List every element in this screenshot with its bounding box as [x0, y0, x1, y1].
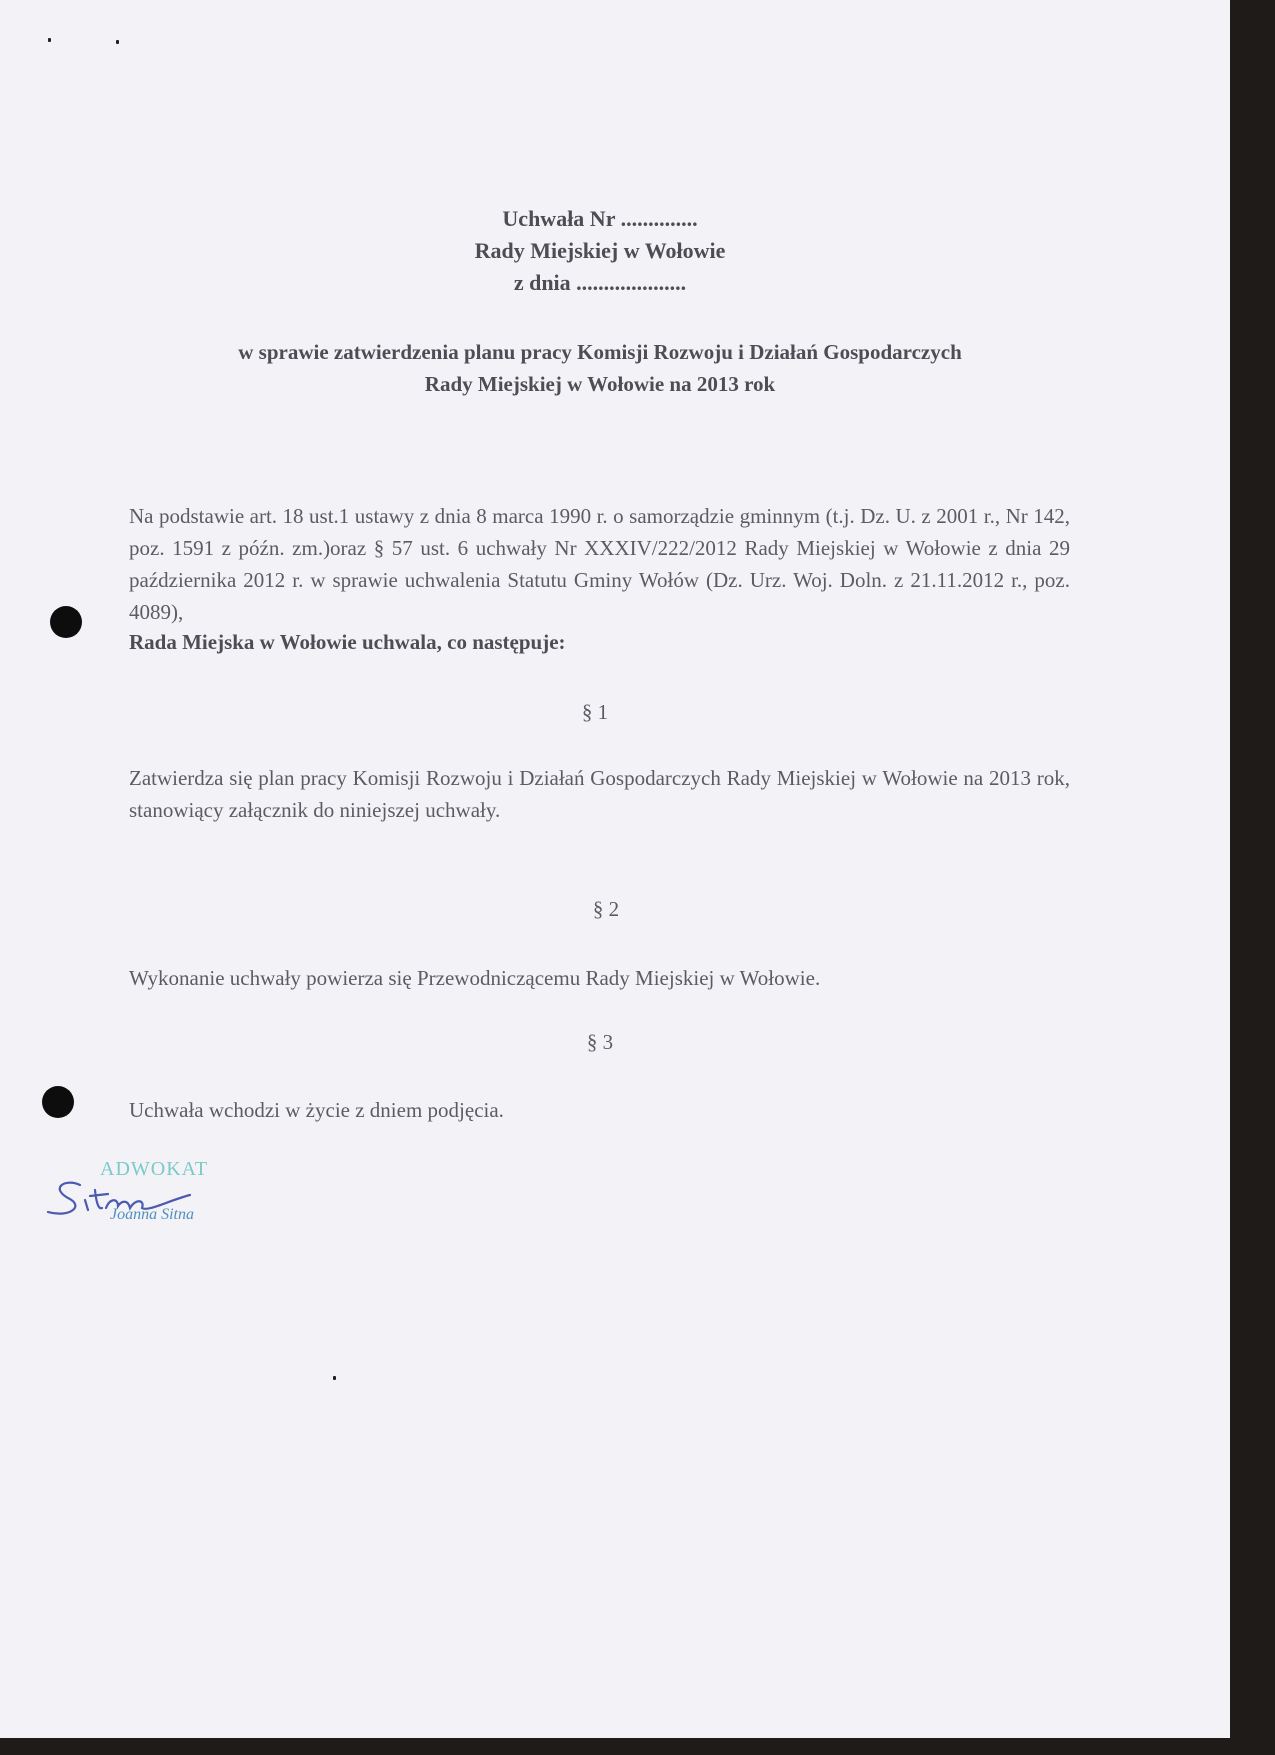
resolution-header: [0, 203, 1200, 299]
scan-speck: [48, 38, 51, 42]
scan-speck: [116, 40, 119, 44]
scan-speck: [333, 1376, 336, 1380]
resolution-date: z dnia ....................: [513, 270, 687, 295]
section-1-text: Zatwierdza się plan pracy Komisji Rozwoju i Działań Gospodarczych Rady Miejskiej w Wołowie na 2013 rok, stanowiący załącznik do niniejszej uchwały.: [129, 766, 1070, 822]
stamp-name: Joanna Sitna: [110, 1206, 194, 1223]
section-3-sign: § 3: [586, 1030, 614, 1054]
council-name: Rady Miejskiej w Wołowie: [474, 238, 726, 263]
council-decides: Rada Miejska w Wołowie uchwala, co następuje:: [129, 630, 566, 654]
section-1-sign: § 1: [581, 700, 609, 724]
legal-basis: Na podstawie art. 18 ust.1 ustawy z dnia 8 marca 1990 r. o samorządzie gminnym (t.j. Dz. U. z 2001 r., Nr 142, poz. 1591 z późn. zm.)oraz § 57 ust. 6 uchwały Nr XXXIV/222/2012 Rady Miejskiej w Wołowie z dnia 29 października 2012 r. w sprawie uchwalenia Statutu Gminy Wołów (Dz. Urz. Woj. Doln. z 21.11.2012 r., poz. 4089),: [129, 504, 1070, 624]
subject-line: Rady Miejskiej w Wołowie na 2013 rok: [424, 372, 776, 396]
section-2-text: Wykonanie uchwały powierza się Przewodniczącemu Rady Miejskiej w Wołowie.: [129, 966, 821, 990]
resolution-subject: [0, 336, 1200, 400]
punch-hole: [42, 1086, 74, 1118]
stamp-title: ADWOKAT: [100, 1158, 209, 1180]
punch-hole: [50, 606, 82, 638]
signature: [40, 1160, 210, 1230]
subject-line: w sprawie zatwierdzenia planu pracy Komisji Rozwoju i Działań Gospodarczych: [238, 340, 962, 364]
section-3-text: Uchwała wchodzi w życie z dniem podjęcia.: [129, 1098, 504, 1122]
section-2-sign: § 2: [592, 897, 620, 921]
resolution-number: Uchwała Nr ..............: [502, 206, 698, 231]
